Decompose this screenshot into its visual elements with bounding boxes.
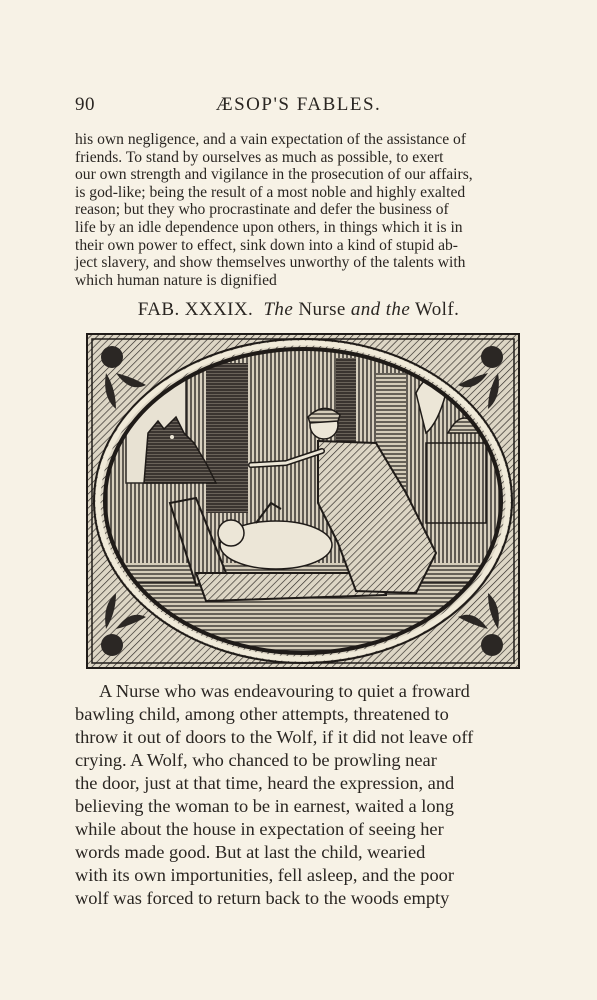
moral-line: their own power to effect, sink down into a kind of stupid ab- [75, 236, 458, 254]
running-head: ÆSOP'S FABLES. [215, 94, 382, 115]
moral-paragraph [75, 131, 527, 289]
page-number: 90 [75, 94, 95, 115]
moral-line: our own strength and vigilance in the prosecution of our affairs, [75, 166, 473, 184]
moral-line: reason; but they who procrastinate and defer the business of [75, 201, 449, 219]
moral-line: is god-like; being the result of a most noble and highly exalted [75, 183, 466, 201]
moral-line: which human nature is dignified [75, 271, 277, 289]
fable-line: while about the house in expectation of seeing her [75, 819, 444, 839]
fable-title-and: and [350, 299, 381, 320]
fable-title-nurse: Nurse [298, 299, 346, 320]
fable-line: the door, just at that time, heard the expression, and [75, 773, 455, 793]
woodcut-illustration [86, 333, 520, 669]
fable-line: A Nurse who was endeavouring to quiet a froward [99, 681, 470, 701]
moral-line: his own negligence, and a vain expectation of the assistance of [75, 131, 467, 148]
fable-line: bawling child, among other attempts, threatened to [75, 704, 449, 724]
fable-line: throw it out of doors to the Wolf, if it did not leave off [75, 727, 474, 747]
fable-line: believing the woman to be in earnest, waited a long [75, 796, 454, 816]
fable-title-the2: the [385, 299, 411, 320]
fable-title [0, 299, 597, 321]
moral-line: friends. To stand by ourselves as much as possible, to exert [75, 148, 444, 166]
fable-line: crying. A Wolf, who chanced to be prowling near [75, 750, 437, 770]
moral-line: ject slavery, and show themselves unworthy of the talents with [75, 254, 466, 272]
fable-line: words made good. But at last the child, wearied [75, 842, 426, 862]
fable-title-the: The [263, 299, 294, 320]
fable-paragraph [75, 680, 530, 910]
fable-number: FAB. XXXIX. [137, 299, 254, 320]
moral-line: life by an idle dependence upon others, in things which it is in [75, 218, 463, 236]
fable-line: wolf was forced to return back to the woods empty [75, 888, 450, 908]
fable-line: with its own importunities, fell asleep, and the poor [75, 865, 454, 885]
fable-title-wolf: Wolf. [414, 299, 460, 320]
page-header [0, 94, 597, 120]
